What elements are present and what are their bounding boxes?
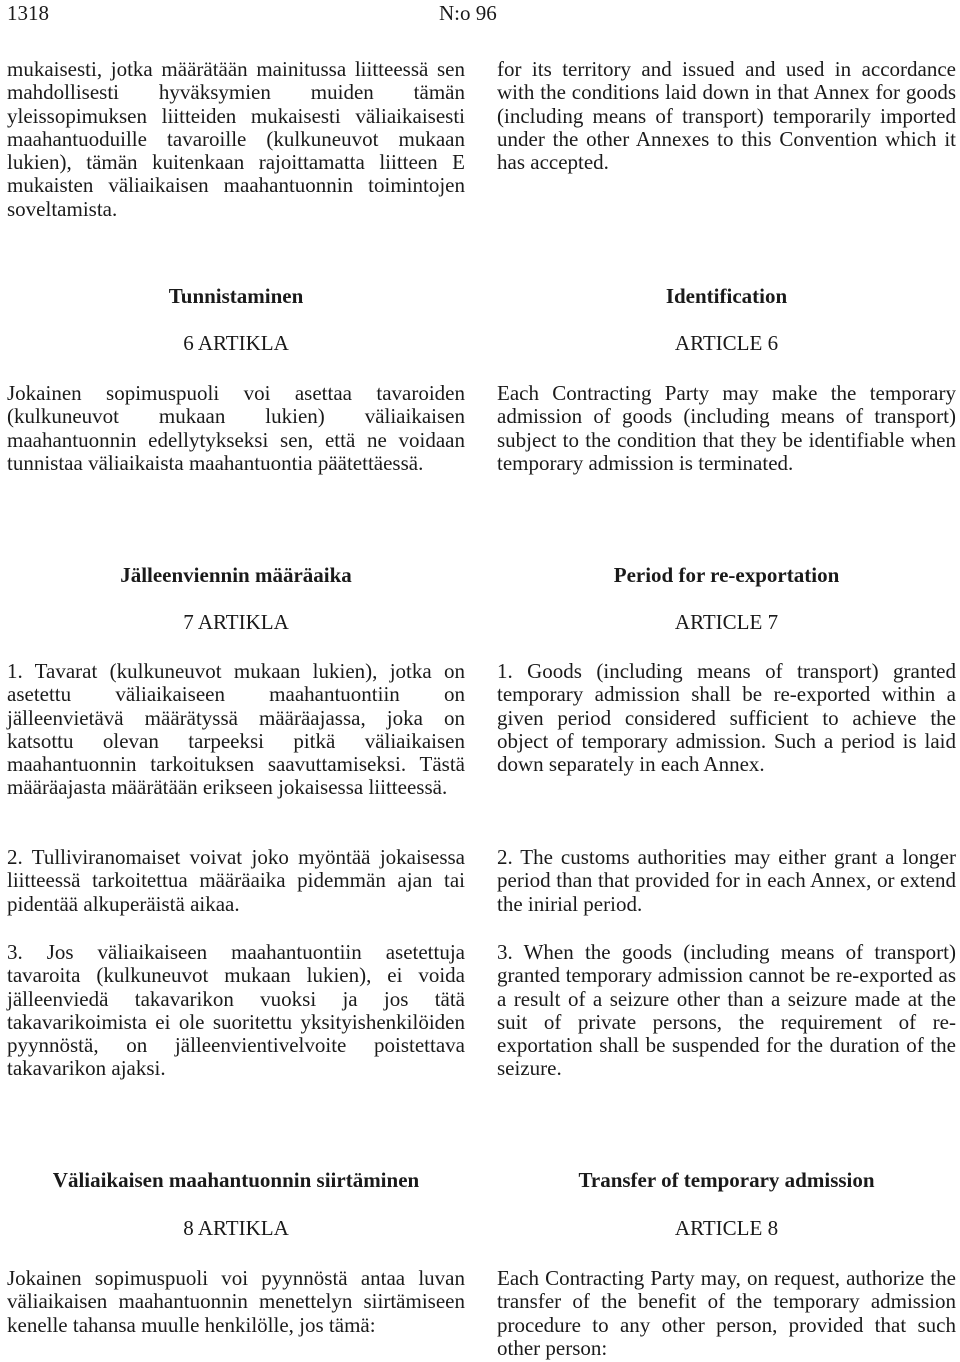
intro-text-en <box>497 58 956 174</box>
article6-text-fi <box>7 382 465 475</box>
article7-heading-en: Period for re-exportation <box>613 563 840 587</box>
article6-label-fi: 6 ARTIKLA <box>183 331 289 355</box>
article6-heading-fi: Tunnistaminen <box>168 284 304 308</box>
article7-label-fi: 7 ARTIKLA <box>183 610 289 634</box>
article6-label-en: ARTICLE 6 <box>674 331 779 355</box>
article7-text-en <box>497 660 956 776</box>
article8-paragraph-en: Each Contracting Party may, on request, authorize the transfer of the benefit of the temporary admission procedure to any other person, provided that such other person: <box>497 1266 956 1360</box>
article8-label-en: ARTICLE 8 <box>674 1216 779 1240</box>
article8-paragraph-fi: Jokainen sopimuspuoli voi pyynnöstä antaa luvan väliaikaisen maahantuonnin menettelyn siirtämiseen kenelle tahansa muulle henkilölle, jos tämä: <box>7 1266 465 1337</box>
article7-text3-fi <box>7 941 465 1081</box>
article7-paragraph1-fi: 1. Tavarat (kulkuneuvot mukaan lukien), jotka on asetettu väliaikaiseen maahantuontiin on jälleenvietävä määrätyssä määräajassa, joka on katsottu olevan tarpeeksi pitkä väliaikaisen maahantuonnin tarkoituksen saavuttamiseksi. Tästä määräajasta määrätään erikseen jokaisessa liitteessä. <box>7 659 465 800</box>
article7-paragraph2-fi: 2. Tulliviranomaiset voivat joko myöntää jokaisessa liitteessä tarkoitettua määräaika pidemmän ajan tai pidentää alkuperäistä aikaa. <box>7 845 465 916</box>
article8-heading-fi: Väliaikaisen maahantuonnin siirtäminen <box>52 1168 420 1192</box>
article7-paragraph1-en: 1. Goods (including means of transport) granted temporary admission shall be re-exported within a given period considered sufficient to achieve the object of temporary admission. Such a period is laid down separately in each Annex. <box>497 659 956 777</box>
article8-text-en <box>497 1267 956 1360</box>
intro-paragraph-fi: mukaisesti, jotka määrätään mainitussa liitteessä sen mahdollisesti hyväksymien muiden tämän yleissopimuksen liitteiden mukaisesti väliaikaisesti maahantuoduille tavaroille (kulkuneuvot mukaan lukien), tämän kuitenkaan rajoittamatta liitteen E mukaisten väliaikaisen maahantuonnin toimintojen soveltamista. <box>7 57 465 221</box>
article7-text3-en <box>497 941 956 1081</box>
page-number: 1318 <box>7 1 49 25</box>
article8-heading-en: Transfer of temporary admission <box>578 1168 875 1192</box>
article7-paragraph3-fi: 3. Jos väliaikaiseen maahantuontiin asetettuja tavaroita (kulkuneuvot mukaan lukien), ei voida jälleenviedä takavarikon vuoksi ja jos tätä takavarikoimista ei ole suoritettu yksityishenkilöiden pyynnöstä, on jälleenvientivelvoite poistettava takavarikon ajaksi. <box>7 940 465 1081</box>
issue-number: N:o 96 <box>439 1 497 25</box>
article7-paragraph3-en: 3. When the goods (including means of transport) granted temporary admission cannot be re-exported as a result of a seizure other than a seizure made at the suit of private persons, the requirement of re-exportation shall be suspended for the duration of the seizure. <box>497 940 956 1081</box>
article8-label-fi: 8 ARTIKLA <box>183 1216 289 1240</box>
page-header <box>0 0 960 34</box>
article6-paragraph-fi: Jokainen sopimuspuoli voi asettaa tavaroiden (kulkuneuvot mukaan lukien) väliaikaisen maahantuonnin edellytykseksi sen, että ne voidaan tunnistaa väliaikaista maahantuontia päätettäessä. <box>7 381 465 475</box>
article7-text-fi <box>7 660 465 800</box>
intro-text-fi <box>7 58 465 221</box>
article7-text2-en <box>497 846 956 916</box>
article7-paragraph2-en: 2. The customs authorities may either grant a longer period than that provided for in each Annex, or extend the inirial period. <box>497 845 956 916</box>
article6-heading-en: Identification <box>665 284 788 308</box>
article6-paragraph-en: Each Contracting Party may make the temporary admission of goods (including means of transport) subject to the condition that they be identifiable when temporary admission is terminated. <box>497 381 956 475</box>
article7-text2-fi <box>7 846 465 916</box>
article8-text-fi <box>7 1267 465 1337</box>
intro-paragraph-en: for its territory and issued and used in accordance with the conditions laid down in that Annex for goods (including means of transport) temporarily imported under the other Annexes to this Convention which it has accepted. <box>497 57 956 175</box>
article6-text-en <box>497 382 956 475</box>
article7-label-en: ARTICLE 7 <box>674 610 779 634</box>
article7-heading-fi: Jälleenviennin määräaika <box>120 563 352 587</box>
